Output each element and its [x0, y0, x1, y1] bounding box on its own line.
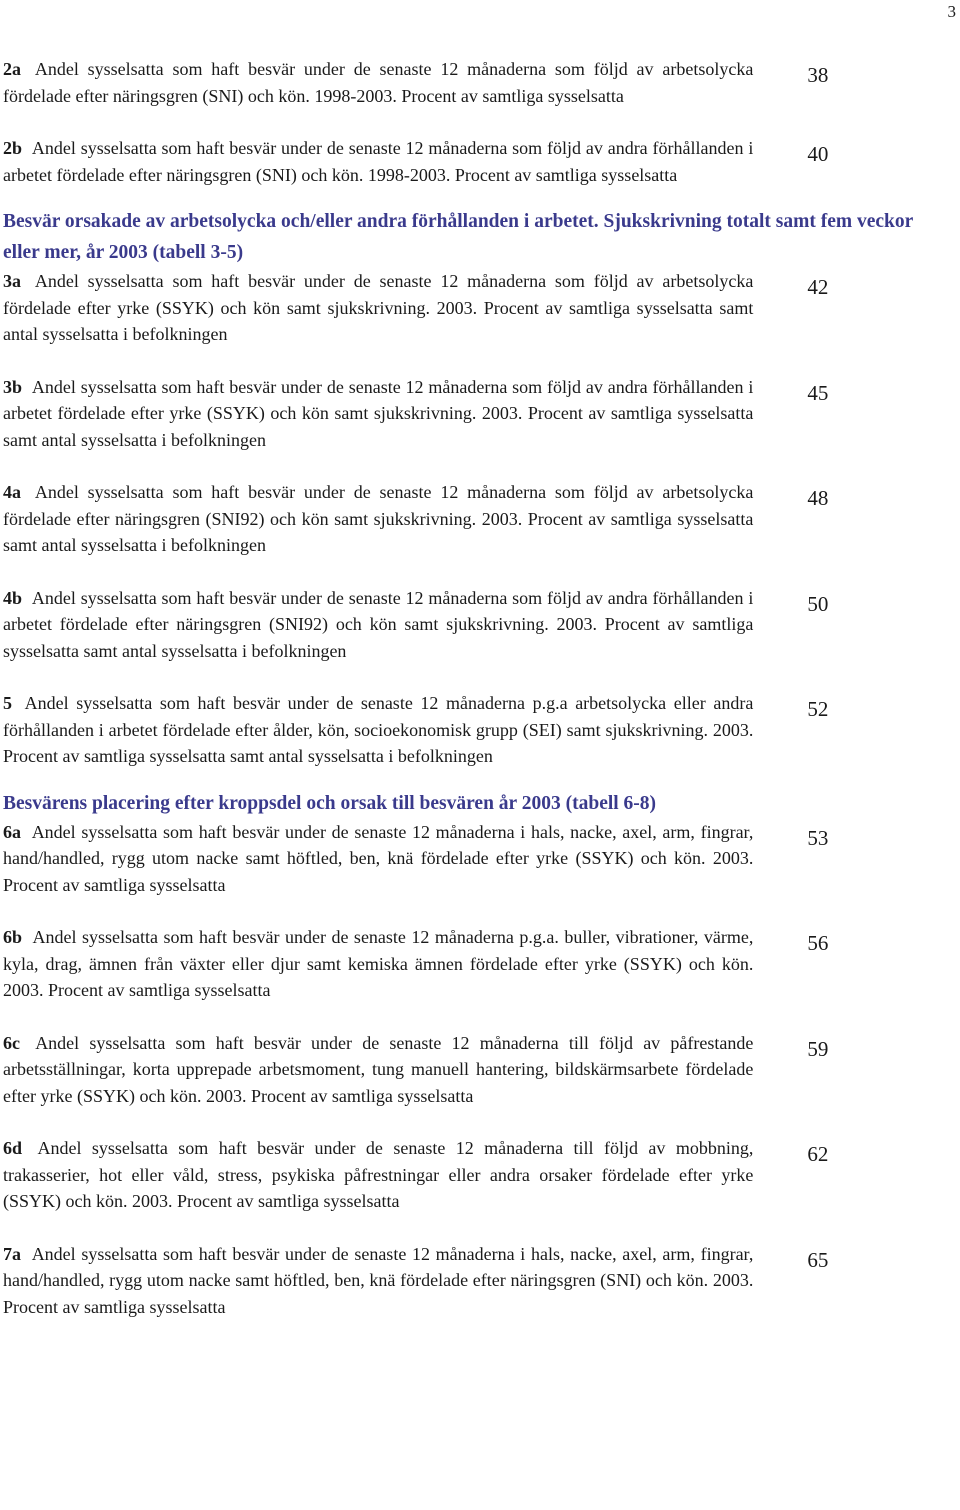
toc-entry	[3, 690, 953, 770]
entry-description: Andel sysselsatta som haft besvär under de senaste 12 månaderna p.g.a arbetsolycka eller andra förhållanden i arbetet fördelade efter ålder, kön, socioekonomisk grupp (SEI) samt sjukskrivning. 2003. Procent av samtliga sysselsatta samt antal sysselsatta i befolkningen	[3, 693, 754, 766]
entry-page-number: 42	[807, 275, 829, 299]
entry-label: 6b	[3, 927, 23, 947]
table-of-contents	[3, 56, 953, 1346]
toc-entry	[3, 819, 953, 899]
entry-label: 6c	[3, 1032, 20, 1053]
entry-page-number: 59	[807, 1036, 829, 1061]
toc-entry	[3, 135, 953, 188]
entry-description: Andel sysselsatta som haft besvär under de senaste 12 månaderna p.g.a. buller, vibrationer, värme, kyla, drag, ämnen från växter eller djur samt kemiska ämnen fördelade efter yrke (SSYK) och kön. 2003. Procent av samtliga sysselsatta	[3, 927, 754, 1000]
section-heading: Besvär orsakade av arbetsolycka och/eller andra förhållanden i arbetet. Sjukskrivning totalt samt fem veckor eller mer, år 2003 (tabell 3-5)	[3, 211, 913, 263]
entry-page-number: 53	[807, 825, 829, 850]
entry-label: 2b	[3, 138, 23, 158]
toc-section	[3, 56, 953, 188]
entry-page-number: 38	[807, 63, 829, 87]
entry-description: Andel sysselsatta som haft besvär under de senaste 12 månaderna som följd av arbetsolycka fördelade efter näringsgren (SNI92) och kön samt sjukskrivning. 2003. Procent av samtliga sysselsatta samt antal sysselsatta i befolkningen	[3, 482, 754, 555]
entry-label: 6d	[3, 1138, 23, 1158]
entry-description: Andel sysselsatta som haft besvär under de senaste 12 månaderna som följd av andra förhållanden i arbetet fördelade efter näringsgren (SNI92) och kön samt sjukskrivning. 2003. Procent av samtliga sysselsatta samt antal sysselsatta i befolkningen	[3, 587, 754, 661]
entry-description: Andel sysselsatta som haft besvär under de senaste 12 månaderna i hals, nacke, axel, arm, fingrar, hand/handled, rygg utom nacke samt höftled, ben, knä fördelade efter yrke (SSYK) och kön. 2003. Procent av samtliga sysselsatta	[3, 821, 754, 895]
entry-page-number: 50	[807, 591, 829, 616]
entry-page-number: 40	[807, 142, 829, 166]
entry-description: Andel sysselsatta som haft besvär under de senaste 12 månaderna som följd av arbetsolycka fördelade efter näringsgren (SNI) och kön. 1998-2003. Procent av samtliga sysselsatta	[3, 59, 754, 106]
toc-entry	[3, 1135, 953, 1215]
entry-page-number: 62	[807, 1142, 829, 1166]
toc-entry	[3, 924, 953, 1004]
entry-label: 5	[3, 693, 12, 713]
entry-description: Andel sysselsatta som haft besvär under de senaste 12 månaderna som följd av andra förhållanden i arbetet fördelade efter näringsgren (SNI) och kön. 1998-2003. Procent av samtliga sysselsatta	[3, 138, 754, 185]
entry-page-number: 56	[807, 931, 829, 955]
toc-section	[3, 788, 953, 1321]
toc-entry	[3, 585, 953, 665]
toc-entry	[3, 1241, 953, 1321]
section-heading: Besvärens placering efter kroppsdel och orsak till besvären år 2003 (tabell 6-8)	[3, 792, 657, 814]
entry-description: Andel sysselsatta som haft besvär under de senaste 12 månaderna som följd av arbetsolycka fördelade efter yrke (SSYK) och kön samt sjukskrivning. 2003. Procent av samtliga sysselsatta samt antal sysselsatta i befolkningen	[3, 271, 754, 344]
entry-label: 6a	[3, 821, 21, 842]
toc-entry	[3, 268, 953, 348]
toc-entry	[3, 479, 953, 559]
entry-description: Andel sysselsatta som haft besvär under de senaste 12 månaderna i hals, nacke, axel, arm, fingrar, hand/handled, rygg utom nacke samt höftled, ben, knä fördelade efter näringsgren (SNI) och kön. 2003. Procent av samtliga sysselsatta	[3, 1243, 754, 1317]
entry-description: Andel sysselsatta som haft besvär under de senaste 12 månaderna till följd av påfrestande arbetsställningar, korta upprepade arbetsmoment, tung manuell hantering, bildskärmsarbete fördelade efter yrke (SSYK) och kön. 2003. Procent av samtliga sysselsatta	[3, 1032, 754, 1106]
entry-label: 3a	[3, 271, 21, 291]
entry-page-number: 48	[807, 486, 829, 510]
toc-entry	[3, 374, 953, 454]
entry-description: Andel sysselsatta som haft besvär under de senaste 12 månaderna till följd av mobbning, trakasserier, hot eller våld, stress, psykiska påfrestningar eller andra orsaker fördelade efter yrke (SSYK) och kön. 2003. Procent av samtliga sysselsatta	[3, 1138, 754, 1211]
toc-entry	[3, 1030, 953, 1110]
entry-description: Andel sysselsatta som haft besvär under de senaste 12 månaderna som följd av andra förhållanden i arbetet fördelade efter yrke (SSYK) och kön samt sjukskrivning. 2003. Procent av samtliga sysselsatta samt antal sysselsatta i befolkningen	[3, 376, 754, 450]
entry-page-number: 45	[807, 380, 829, 405]
entry-label: 4a	[3, 482, 21, 502]
page-number: 3	[947, 2, 956, 21]
toc-section	[3, 206, 953, 770]
entry-label: 2a	[3, 59, 21, 79]
entry-page-number: 52	[807, 697, 829, 721]
entry-label: 4b	[3, 587, 23, 608]
toc-entry	[3, 56, 953, 109]
entry-page-number: 65	[807, 1247, 829, 1272]
entry-label: 3b	[3, 376, 23, 397]
entry-label: 7a	[3, 1243, 21, 1264]
